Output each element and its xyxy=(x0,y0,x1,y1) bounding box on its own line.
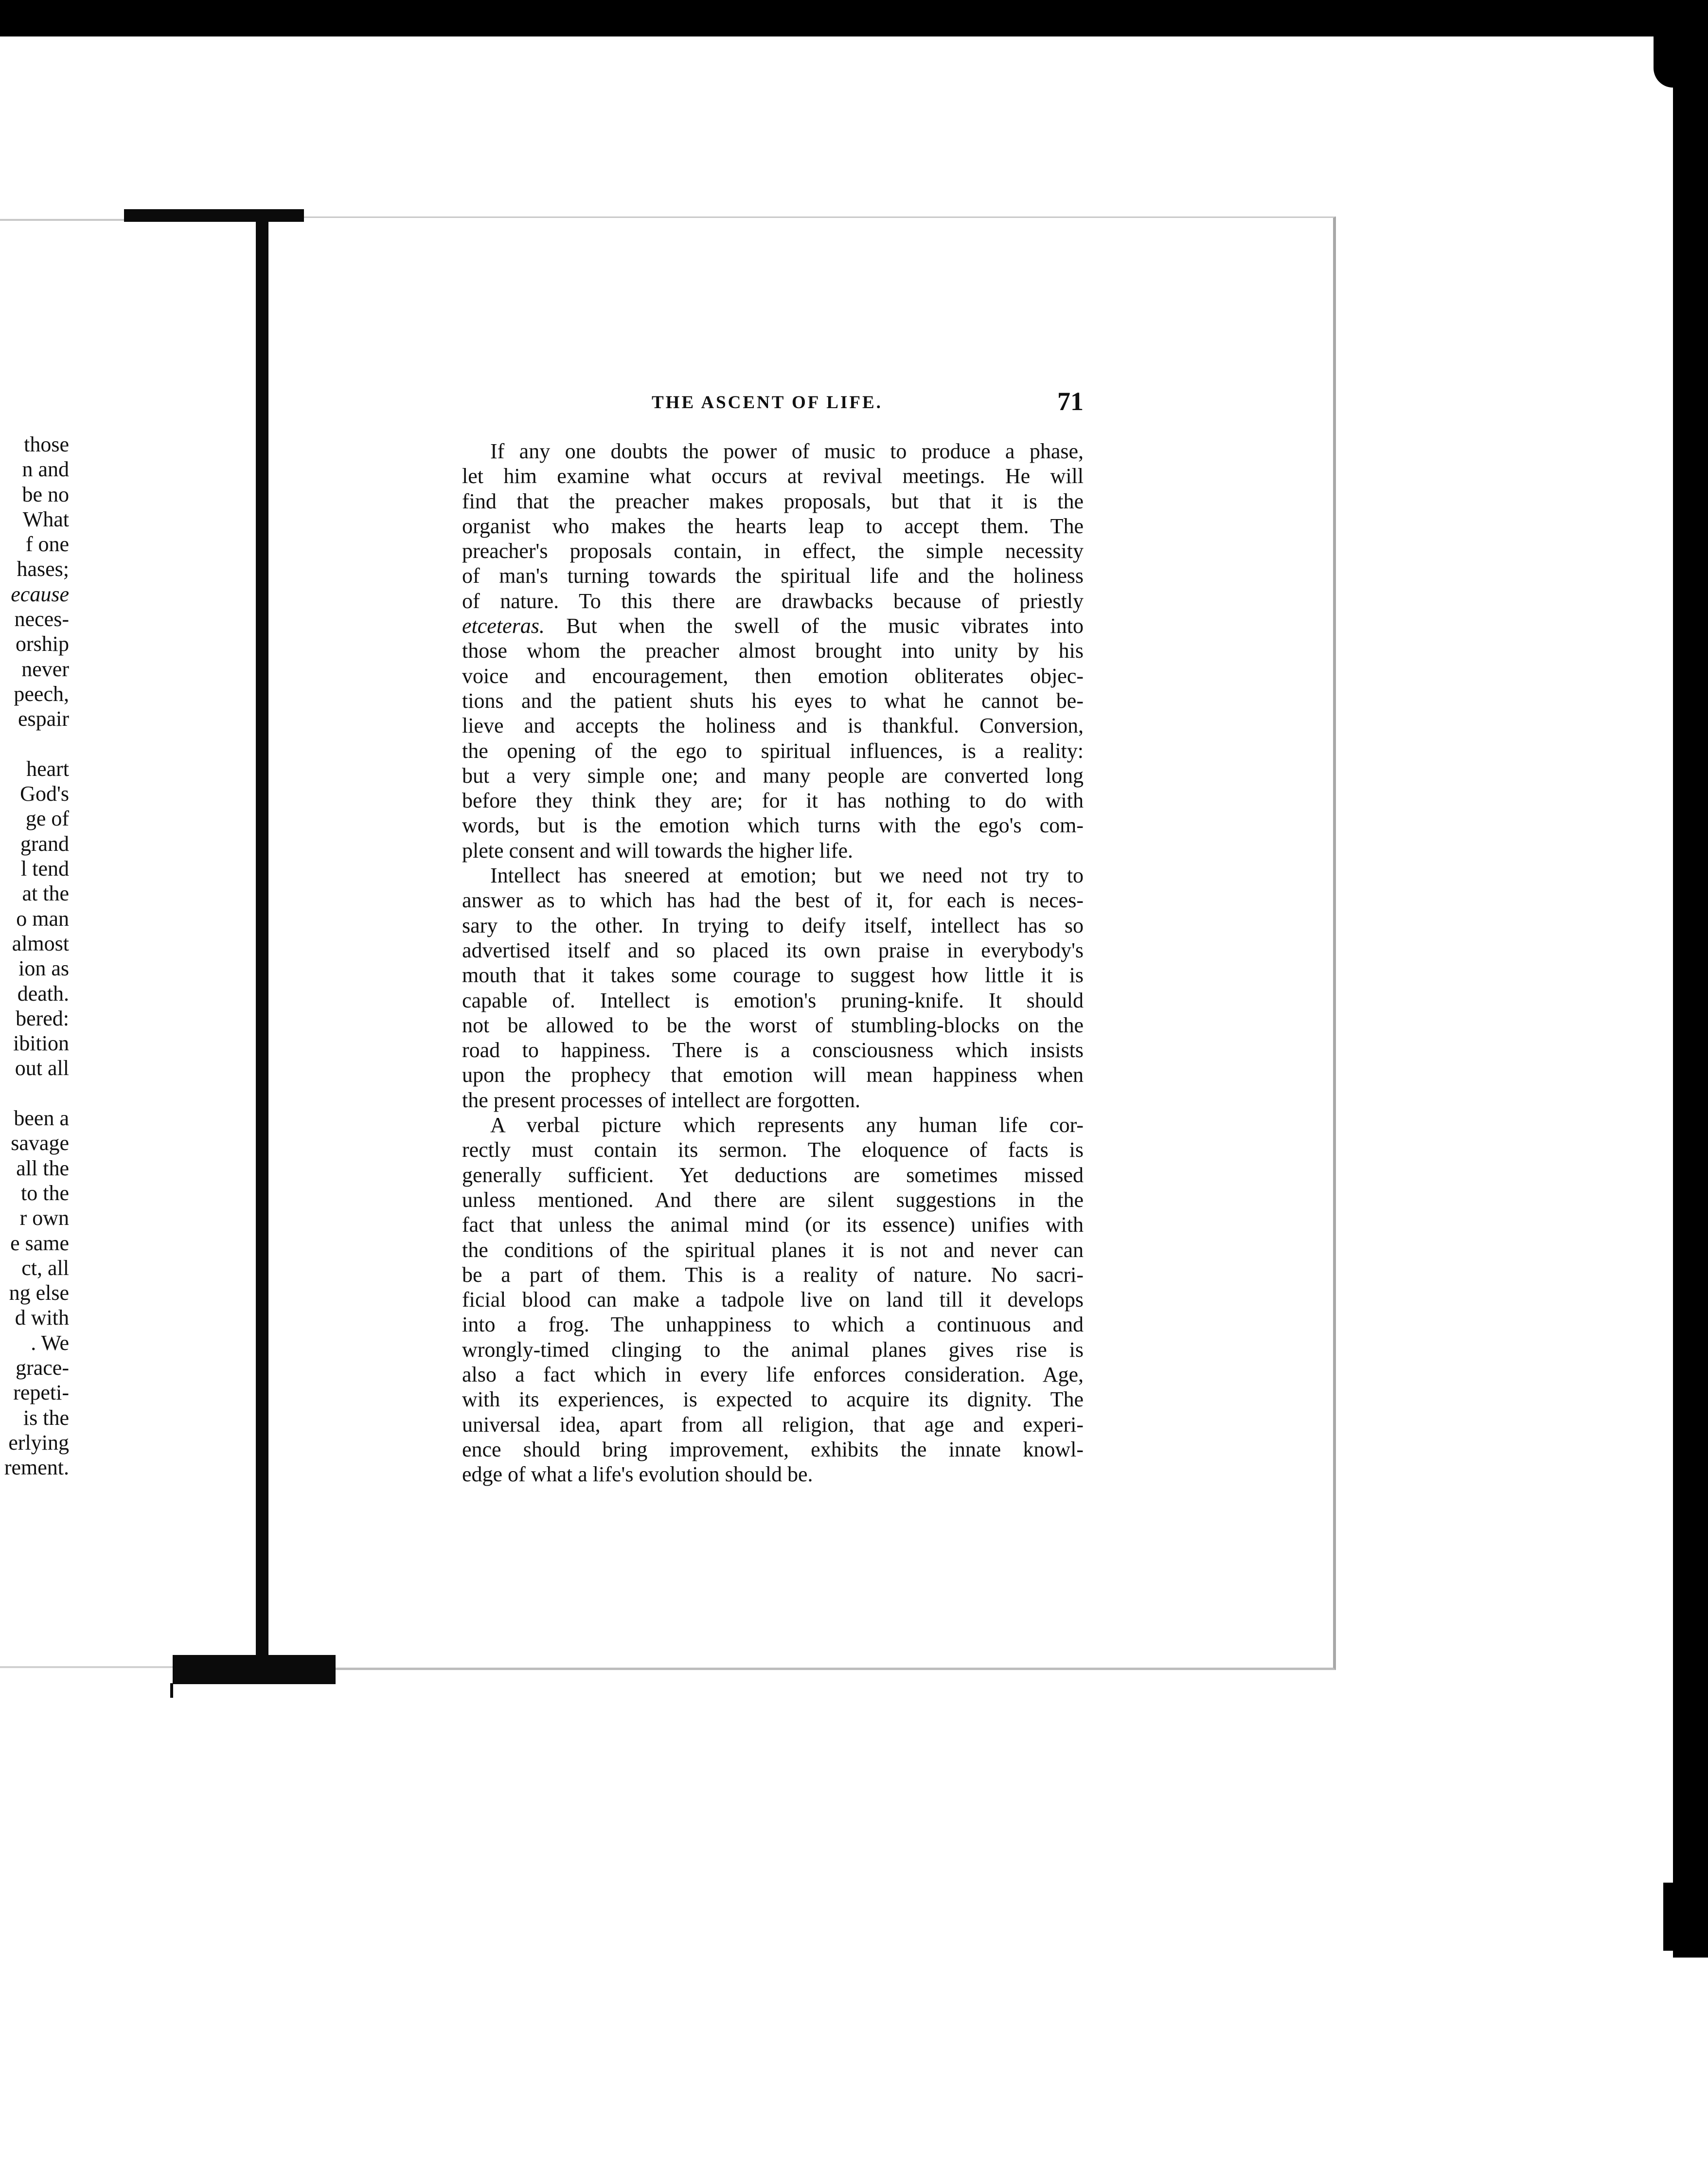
clip-bottom xyxy=(173,1655,336,1684)
facing-page-line: God's xyxy=(20,782,69,806)
text-line: sary to the other. In trying to deify itself, intellect has so xyxy=(462,913,1084,937)
text-line: preacher's proposals contain, in effect, the simple necessity xyxy=(462,539,1084,563)
text-line: also a fact which in every life enforces consideration. Age, xyxy=(462,1362,1084,1386)
text-line: edge of what a life's evolution should be. xyxy=(462,1462,813,1487)
text-line: fact that unless the animal mind (or its essence) unifies with xyxy=(462,1213,1084,1237)
facing-page-line: bered: xyxy=(16,1006,69,1030)
facing-page-line: almost xyxy=(12,931,69,955)
facing-page-line: all the xyxy=(16,1156,69,1180)
facing-page-line: espair xyxy=(18,707,69,731)
text-line: unless mentioned. And there are silent suggestions in the xyxy=(462,1187,1084,1212)
text-line: into a frog. The unhappiness to which a continuous and xyxy=(462,1312,1084,1337)
text-line: road to happiness. There is a consciousness which insists xyxy=(462,1038,1084,1062)
paragraph xyxy=(462,1113,1084,1487)
facing-page-line: never xyxy=(21,657,69,681)
running-title: THE ASCENT OF LIFE. xyxy=(652,393,883,413)
facing-page-line: out all xyxy=(15,1056,69,1080)
clip-bar xyxy=(256,219,268,1666)
text-line: Intellect has sneered at emotion; but we need not try to xyxy=(490,863,1084,888)
facing-page-line: at the xyxy=(22,881,69,906)
facing-page-line: o man xyxy=(16,906,69,931)
facing-page-line: ct, all xyxy=(21,1256,69,1280)
text-line: the opening of the ego to spiritual influences, is a reality: xyxy=(462,738,1084,763)
facing-page-line: savage xyxy=(11,1131,69,1155)
facing-page-line: l tend xyxy=(21,857,69,881)
text-line: If any one doubts the power of music to produce a phase, xyxy=(490,439,1084,463)
text-line: organist who makes the hearts leap to accept them. The xyxy=(462,514,1084,538)
facing-page-line: heart xyxy=(26,756,69,781)
facing-page-line: f one xyxy=(25,532,69,557)
paragraph xyxy=(462,439,1084,863)
text-line: of man's turning towards the spiritual life and the holiness xyxy=(462,564,1084,588)
facing-page-line: those xyxy=(24,432,69,456)
facing-page-line: . We xyxy=(31,1330,69,1355)
facing-page-line: hases; xyxy=(17,557,69,581)
text-line: upon the prophecy that emotion will mean happiness when xyxy=(462,1063,1084,1087)
facing-page-line xyxy=(4,1081,69,1106)
text-line: with its experiences, is expected to acquire its dignity. The xyxy=(462,1387,1084,1412)
facing-page-line: death. xyxy=(17,981,69,1006)
text-line: but a very simple one; and many people are converted long xyxy=(462,763,1084,788)
text-line: of nature. To this there are drawbacks because of priestly xyxy=(462,589,1084,613)
text-line: words, but is the emotion which turns with the ego's com- xyxy=(462,813,1084,838)
clip-tick xyxy=(170,1683,173,1698)
facing-page-line: orship xyxy=(16,632,69,656)
text-line: advertised itself and so placed its own praise in everybody's xyxy=(462,938,1084,962)
facing-page-line: ecause xyxy=(11,582,69,606)
text-line: ficial blood can make a tadpole live on land till it develops xyxy=(462,1288,1084,1312)
text-line: mouth that it takes some courage to suggest how little it is xyxy=(462,963,1084,988)
facing-page-line: rement. xyxy=(4,1456,69,1480)
facing-page-line: e same xyxy=(10,1231,69,1255)
facing-page-line: What xyxy=(22,507,69,531)
text-line: be a part of them. This is a reality of nature. No sacri- xyxy=(462,1262,1084,1287)
scanner-border-right xyxy=(1673,0,1708,1958)
text-line: those whom the preacher almost brought into unity by his xyxy=(462,639,1084,663)
text-line: voice and encouragement, then emotion obliterates objec- xyxy=(462,664,1084,688)
facing-page-line: grace- xyxy=(16,1355,69,1380)
scanner-border-top xyxy=(0,0,1708,36)
text-line: not be allowed to be the worst of stumbling-blocks on the xyxy=(462,1013,1084,1037)
facing-page-line xyxy=(4,732,69,756)
text-line: answer as to which has had the best of it, for each is neces- xyxy=(462,888,1084,913)
facing-page-line: erlying xyxy=(8,1430,69,1455)
facing-page-line: grand xyxy=(20,831,69,856)
facing-page-line: ion as xyxy=(18,956,69,981)
facing-page-line: neces- xyxy=(14,607,69,631)
facing-page-line: be no xyxy=(22,482,69,506)
text-line: the present processes of intellect are forgotten. xyxy=(462,1088,860,1112)
scanner-border-curl xyxy=(1663,1883,1678,1951)
facing-page-line: is the xyxy=(23,1405,69,1430)
facing-page-line: r own xyxy=(19,1206,69,1230)
facing-page-line: to the xyxy=(21,1181,69,1205)
text-line: plete consent and will towards the higher life. xyxy=(462,838,853,863)
facing-page-line: d with xyxy=(15,1306,69,1330)
text-line: capable of. Intellect is emotion's pruning-knife. It should xyxy=(462,988,1084,1012)
scanner-border-corner xyxy=(1654,29,1683,88)
facing-page-line: peech, xyxy=(14,682,69,706)
facing-page-line: ng else xyxy=(9,1281,69,1305)
text-line: lieve and accepts the holiness and is thankful. Conversion, xyxy=(462,714,1084,738)
text-line: tions and the patient shuts his eyes to what he cannot be- xyxy=(462,688,1084,713)
text-line: wrongly-timed clinging to the animal planes gives rise is xyxy=(462,1337,1084,1362)
facing-page-line: ge of xyxy=(25,807,69,831)
text-line: generally sufficient. Yet deductions are sometimes missed xyxy=(462,1163,1084,1187)
running-head xyxy=(462,389,1084,418)
text-line: universal idea, apart from all religion, that age and experi- xyxy=(462,1412,1084,1437)
text-line: ence should bring improvement, exhibits the innate knowl- xyxy=(462,1437,1084,1461)
clip-top xyxy=(124,209,304,222)
body-text xyxy=(462,439,1084,1487)
facing-page-text xyxy=(4,432,69,1480)
text-line: before they think they are; for it has nothing to do with xyxy=(462,789,1084,813)
text-line: etceteras. But when the swell of the music vibrates into xyxy=(462,614,1084,638)
text-line: find that the preacher makes proposals, but that it is the xyxy=(462,489,1084,513)
paragraph xyxy=(462,863,1084,1113)
facing-page-line: ibition xyxy=(13,1031,69,1056)
text-line: let him examine what occurs at revival meetings. He will xyxy=(462,464,1084,488)
text-line: A verbal picture which represents any human life cor- xyxy=(490,1113,1084,1137)
facing-page-line: n and xyxy=(22,457,69,482)
facing-page-line: been a xyxy=(14,1106,69,1131)
page-number: 71 xyxy=(1057,387,1084,416)
text-line: rectly must contain its sermon. The eloquence of facts is xyxy=(462,1138,1084,1162)
facing-page-line: repeti- xyxy=(13,1381,69,1405)
text-line: the conditions of the spiritual planes it is not and never can xyxy=(462,1238,1084,1262)
